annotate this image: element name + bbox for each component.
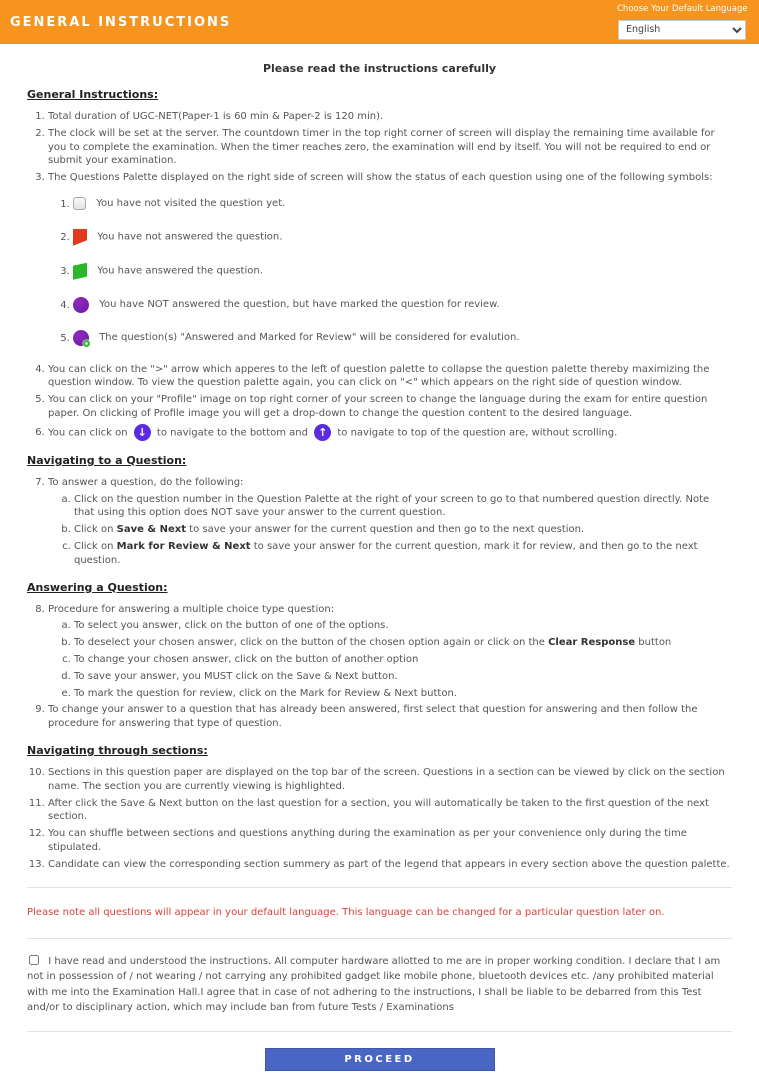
- symbol-text: You have NOT answered the question, but have marked the question for review.: [99, 298, 500, 310]
- answering-question-list: [27, 603, 732, 731]
- divider: [27, 1031, 732, 1032]
- question-status-symbols-list: [48, 197, 732, 346]
- symbol-item-not-answered: [73, 229, 732, 246]
- symbol-item-marked-review: [73, 297, 732, 313]
- agreement-text: I have read and understood the instructions. All computer hardware allotted to me are in proper working condition. I declare that I am not in possession of / not wearing / not carrying any prohibited gadget like mobile phone, bluetooth devices etc. /any prohibited material with me into the Examination Hall.I agree that in case of not adhering to the instructions, I shall be liable to be debarred from this Test and/or to disciplinary action, which may include ban from future Tests / Examinations: [27, 955, 721, 1014]
- marked-for-review-circle-icon: [73, 297, 89, 313]
- instruction-item-11: 11. After click the Save & Next button on the last question for a section, you will automatically be taken to the first question of the next section.: [48, 797, 732, 825]
- clear-response-label: Clear Response: [548, 637, 636, 649]
- item-8d: d. To save your answer, you MUST click on the Save & Next button.: [74, 670, 732, 684]
- instruction-item-6: [48, 424, 732, 441]
- instruction-item-5: 5. You can click on your "Profile" image on top right corner of your screen to change the language during the exam for entire question paper. On clicking of Profile image you will get a drop-down to change the question content to the desired language.: [48, 393, 732, 421]
- answered-and-marked-circle-icon: [73, 330, 89, 346]
- instruction-item-9: 9. To change your answer to a question that has already been answered, first select that question for answering and then follow the procedure for answering that type of question.: [48, 703, 732, 731]
- item-7a: a. Click on the question number in the Question Palette at the right of your screen to go to that numbered question directly. Note that using this option does NOT save your answer to the current question.: [74, 493, 732, 521]
- instruction-item-3-text: The Questions Palette displayed on the right side of screen will show the status of each question using one of the following symbols:: [48, 172, 713, 184]
- instruction-item-6-post: to navigate to top of the question are, without scrolling.: [337, 427, 618, 439]
- instruction-item-6-pre: You can click on: [48, 427, 128, 439]
- item-7c-pre: Click on: [74, 541, 117, 553]
- instruction-item-6-mid: to navigate to the bottom and: [156, 427, 308, 439]
- navigating-sections-list: [27, 766, 732, 872]
- page-header-title: GENERAL INSTRUCTIONS: [10, 15, 232, 30]
- instruction-item-3: [48, 171, 732, 346]
- item-8b-pre: To deselect your chosen answer, click on the button of the chosen option again or click on the: [74, 637, 549, 649]
- save-next-label: Save & Next: [116, 524, 186, 536]
- instruction-item-1: 1. Total duration of UGC-NET(Paper-1 is 60 min & Paper-2 is 120 min).: [48, 110, 732, 124]
- instruction-item-8-text: Procedure for answering a multiple choice type question:: [48, 603, 335, 615]
- item-7b-pre: Click on: [74, 524, 117, 536]
- instruction-item-7: [48, 476, 732, 568]
- item-8c: c. To change your chosen answer, click on the button of another option: [74, 653, 732, 667]
- language-select[interactable]: [618, 20, 746, 40]
- divider: [27, 938, 732, 939]
- item-7c-post: to save your answer for the current question, mark it for review, and then go to the next question.: [74, 541, 698, 566]
- instructions-content: [0, 44, 759, 1084]
- navigating-question-list: [27, 476, 732, 568]
- navigating-sections-heading: Navigating through sections:: [27, 744, 208, 758]
- item-8-sublist: [48, 619, 732, 700]
- answered-green-flag-icon: [73, 263, 87, 280]
- instruction-item-10: 10. Sections in this question paper are displayed on the top bar of the screen. Questions in a section can be viewed by click on the section name. The section you are currently viewing is highlighted.: [48, 766, 732, 794]
- instruction-item-12: 12. You can shuffle between sections and questions anything during the examination as per your convenience only during the time stipulated.: [48, 827, 732, 855]
- symbol-item-not-visited: [73, 197, 732, 212]
- header-bar: [0, 0, 759, 44]
- item-7c: [74, 540, 732, 568]
- scroll-down-arrow-icon: ↓: [134, 424, 151, 441]
- agreement-row: [27, 954, 732, 1016]
- symbol-item-answered-marked-review: [73, 330, 732, 346]
- mark-review-next-label: Mark for Review & Next: [116, 541, 251, 553]
- not-visited-square-icon: [73, 197, 86, 210]
- symbol-text: The question(s) "Answered and Marked for Review" will be considered for evalution.: [99, 331, 520, 343]
- scroll-up-arrow-icon: ↑: [314, 424, 331, 441]
- language-label: Choose Your Default Language: [617, 4, 748, 14]
- item-7b: [74, 523, 732, 537]
- item-8b: [74, 636, 732, 650]
- instruction-item-4: 4. You can click on the ">" arrow which apperes to the left of question palette to collapse the question palette thereby maximizing the question window. To view the question palette again, you can click on "<" which appears on the right side of question window.: [48, 363, 732, 391]
- answering-question-heading: Answering a Question:: [27, 580, 168, 594]
- language-note: Please note all questions will appear in your default language. This language can be changed for a particular question later on.: [27, 906, 665, 918]
- symbol-text: You have not answered the question.: [97, 231, 283, 243]
- proceed-container: [27, 1047, 732, 1071]
- symbol-item-answered: [73, 263, 732, 280]
- instruction-item-8: [48, 603, 732, 701]
- proceed-button[interactable]: PROCEED: [265, 1048, 495, 1071]
- item-8e: e. To mark the question for review, click on the Mark for Review & Next button.: [74, 687, 732, 701]
- symbol-text: You have answered the question.: [97, 265, 263, 277]
- general-instructions-list: [27, 110, 732, 441]
- instruction-item-13: 13. Candidate can view the corresponding section summery as part of the legend that appears in every section above the question palette.: [48, 858, 732, 872]
- instruction-item-2: 2. The clock will be set at the server. The countdown timer in the top right corner of screen will display the remaining time available for you to complete the examination. When the timer reaches zero, the examination will end by itself. You will not be required to end or submit your examination.: [48, 127, 732, 168]
- item-8a: a. To select you answer, click on the button of one of the options.: [74, 619, 732, 633]
- divider: [27, 887, 732, 888]
- symbol-text: You have not visited the question yet.: [96, 197, 286, 209]
- language-chooser: [617, 4, 747, 40]
- navigating-question-heading: Navigating to a Question:: [27, 453, 187, 467]
- general-instructions-heading: General Instructions:: [27, 88, 159, 101]
- item-7-sublist: [48, 493, 732, 568]
- page-title: Please read the instructions carefully: [262, 62, 497, 75]
- not-answered-red-flag-icon: [73, 229, 87, 246]
- item-8b-post: button: [635, 637, 672, 649]
- item-7b-post: to save your answer for the current question and then go to the next question.: [185, 524, 585, 536]
- instruction-item-7-text: To answer a question, do the following:: [48, 476, 244, 488]
- agreement-checkbox[interactable]: [29, 955, 39, 965]
